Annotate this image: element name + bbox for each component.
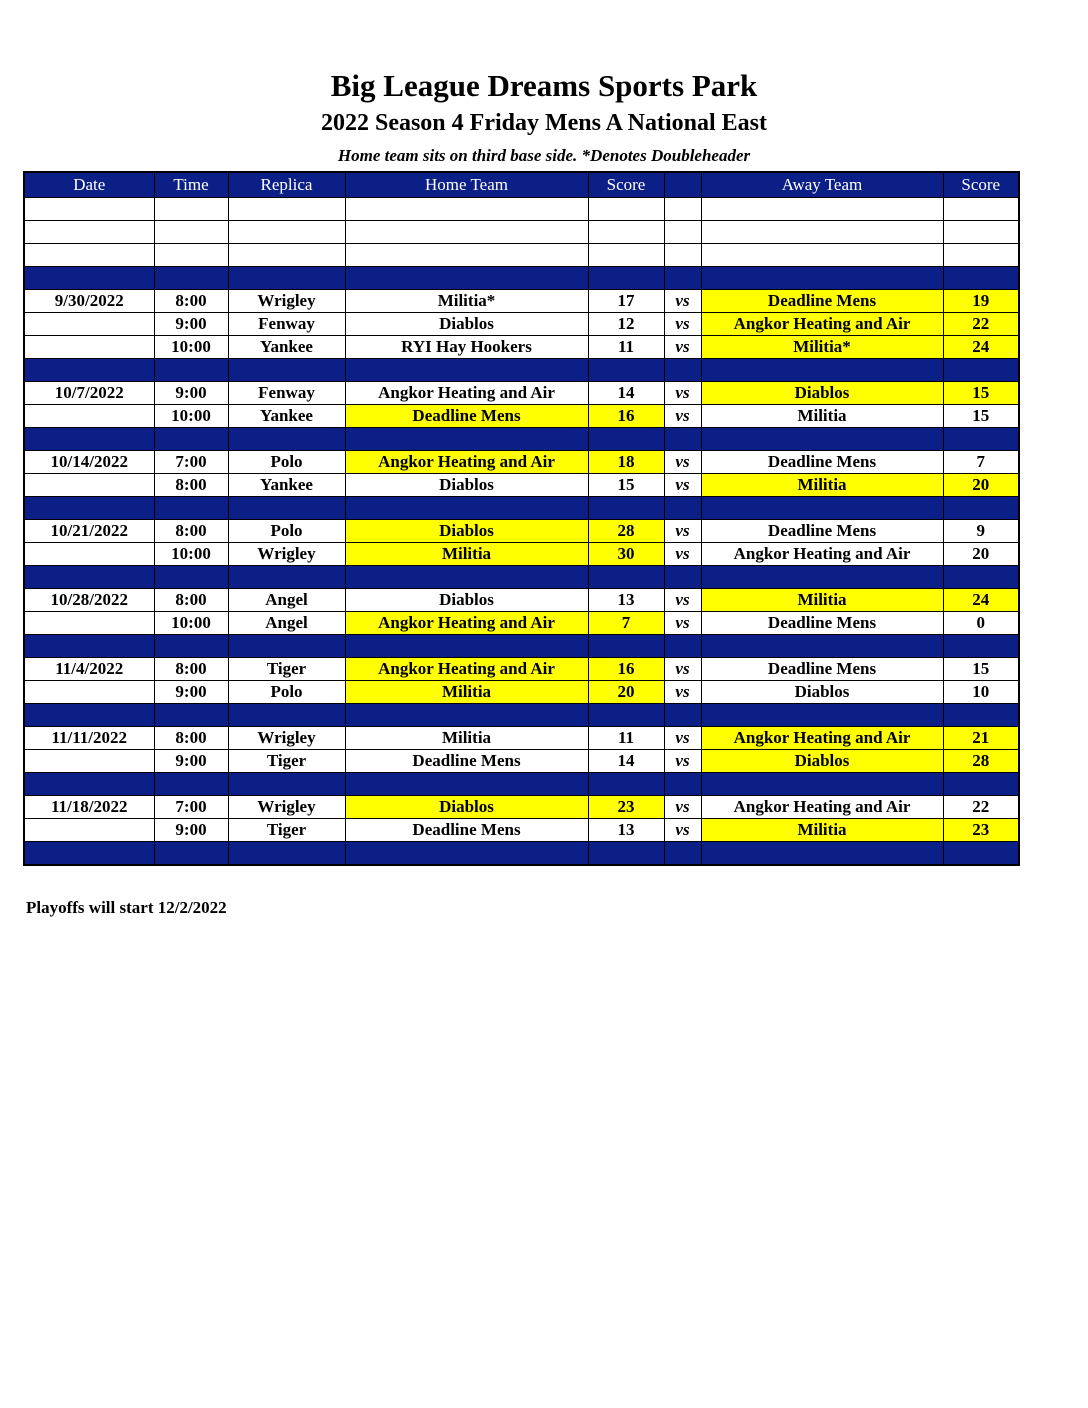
away-team-cell: Angkor Heating and Air [701,796,943,819]
col-header-vs [664,172,701,198]
separator-cell [154,566,228,589]
separator-row [24,428,1019,451]
separator-row [24,497,1019,520]
replica-cell: Fenway [228,313,345,336]
schedule-note: Home team sits on third base side. *Denotes Doubleheader [337,146,751,165]
schedule-table [23,171,1020,866]
date-cell: 11/18/2022 [24,796,154,819]
blank-cell [701,244,943,267]
away-team-cell: Deadline Mens [701,520,943,543]
home-team-cell: Militia* [345,290,588,313]
separator-cell [701,428,943,451]
away-team-cell: Militia [701,819,943,842]
blank-cell [701,221,943,244]
separator-cell [588,566,664,589]
away-team-cell: Militia* [701,336,943,359]
game-row [24,819,1019,842]
game-row [24,658,1019,681]
separator-cell [24,773,154,796]
separator-cell [588,773,664,796]
away-team-cell: Diablos [701,750,943,773]
vs-cell: vs [664,520,701,543]
away-team-cell: Militia [701,474,943,497]
vs-cell: vs [664,474,701,497]
time-cell: 8:00 [154,520,228,543]
home-score-cell: 12 [588,313,664,336]
home-score-cell: 23 [588,796,664,819]
date-cell: 11/4/2022 [24,658,154,681]
blank-cell [24,198,154,221]
blank-cell [24,244,154,267]
vs-cell: vs [664,796,701,819]
away-score-cell: 24 [943,336,1019,359]
separator-cell [154,359,228,382]
home-score-cell: 7 [588,612,664,635]
separator-cell [24,842,154,866]
separator-cell [701,773,943,796]
time-cell: 8:00 [154,589,228,612]
away-score-cell: 10 [943,681,1019,704]
separator-cell [701,267,943,290]
separator-row [24,704,1019,727]
away-score-cell: 21 [943,727,1019,750]
blank-cell [228,198,345,221]
separator-cell [701,359,943,382]
date-cell [24,313,154,336]
away-score-cell: 20 [943,543,1019,566]
time-cell: 7:00 [154,796,228,819]
separator-cell [701,704,943,727]
separator-cell [24,635,154,658]
date-cell: 9/30/2022 [24,290,154,313]
away-team-cell: Deadline Mens [701,658,943,681]
replica-cell: Yankee [228,474,345,497]
blank-cell [24,221,154,244]
separator-row [24,635,1019,658]
separator-cell [345,566,588,589]
time-cell: 8:00 [154,658,228,681]
separator-cell [943,635,1019,658]
col-header-time: Time [154,172,228,198]
home-team-cell: Diablos [345,589,588,612]
date-cell: 11/11/2022 [24,727,154,750]
away-score-cell: 15 [943,405,1019,428]
separator-cell [664,704,701,727]
separator-cell [24,428,154,451]
blank-cell [701,198,943,221]
season-subtitle: 2022 Season 4 Friday Mens A National East [320,110,768,136]
separator-cell [588,267,664,290]
away-score-cell: 24 [943,589,1019,612]
date-cell [24,750,154,773]
separator-cell [24,704,154,727]
replica-cell: Wrigley [228,727,345,750]
separator-cell [154,428,228,451]
blank-cell [588,244,664,267]
separator-cell [154,704,228,727]
home-team-cell: Angkor Heating and Air [345,382,588,405]
home-score-cell: 13 [588,589,664,612]
away-score-cell: 19 [943,290,1019,313]
separator-cell [345,773,588,796]
separator-cell [943,359,1019,382]
separator-cell [588,635,664,658]
away-score-cell: 20 [943,474,1019,497]
blank-cell [228,244,345,267]
game-row [24,405,1019,428]
game-row [24,451,1019,474]
game-row [24,290,1019,313]
home-team-cell: Militia [345,681,588,704]
separator-cell [154,773,228,796]
home-score-cell: 15 [588,474,664,497]
separator-cell [588,704,664,727]
home-score-cell: 14 [588,382,664,405]
game-row [24,336,1019,359]
date-cell: 10/14/2022 [24,451,154,474]
separator-cell [345,267,588,290]
date-cell [24,612,154,635]
separator-cell [228,267,345,290]
blank-cell [345,198,588,221]
vs-cell: vs [664,612,701,635]
time-cell: 9:00 [154,382,228,405]
replica-cell: Fenway [228,382,345,405]
time-cell: 9:00 [154,819,228,842]
replica-cell: Yankee [228,336,345,359]
separator-cell [24,497,154,520]
separator-cell [228,842,345,866]
away-score-cell: 15 [943,658,1019,681]
game-row [24,313,1019,336]
separator-cell [664,773,701,796]
away-score-cell: 0 [943,612,1019,635]
home-team-cell: Diablos [345,796,588,819]
schedule-body [24,198,1019,866]
separator-row [24,267,1019,290]
away-score-cell: 22 [943,796,1019,819]
time-cell: 9:00 [154,750,228,773]
blank-cell [943,244,1019,267]
vs-cell: vs [664,658,701,681]
separator-cell [701,497,943,520]
replica-cell: Angel [228,612,345,635]
time-cell: 8:00 [154,290,228,313]
replica-cell: Wrigley [228,796,345,819]
game-row [24,589,1019,612]
home-score-cell: 11 [588,727,664,750]
separator-cell [228,428,345,451]
col-header-away-team: Away Team [701,172,943,198]
away-team-cell: Angkor Heating and Air [701,727,943,750]
separator-cell [943,267,1019,290]
blank-cell [664,221,701,244]
vs-cell: vs [664,313,701,336]
vs-cell: vs [664,405,701,428]
away-score-cell: 23 [943,819,1019,842]
vs-cell: vs [664,681,701,704]
home-team-cell: Angkor Heating and Air [345,612,588,635]
replica-cell: Polo [228,681,345,704]
separator-cell [24,359,154,382]
date-cell [24,681,154,704]
col-header-home-team: Home Team [345,172,588,198]
blank-cell [154,198,228,221]
away-team-cell: Militia [701,589,943,612]
col-header-date: Date [24,172,154,198]
separator-cell [664,635,701,658]
separator-cell [943,497,1019,520]
replica-cell: Tiger [228,658,345,681]
separator-cell [588,359,664,382]
away-team-cell: Militia [701,405,943,428]
separator-cell [345,497,588,520]
away-score-cell: 9 [943,520,1019,543]
vs-cell: vs [664,382,701,405]
home-team-cell: RYI Hay Hookers [345,336,588,359]
separator-cell [345,359,588,382]
home-score-cell: 16 [588,405,664,428]
home-team-cell: Angkor Heating and Air [345,451,588,474]
vs-cell: vs [664,290,701,313]
home-team-cell: Diablos [345,474,588,497]
date-cell [24,336,154,359]
game-row [24,382,1019,405]
separator-cell [228,704,345,727]
replica-cell: Wrigley [228,543,345,566]
home-score-cell: 16 [588,658,664,681]
replica-cell: Polo [228,520,345,543]
replica-cell: Yankee [228,405,345,428]
away-team-cell: Deadline Mens [701,451,943,474]
time-cell: 10:00 [154,336,228,359]
date-cell: 10/28/2022 [24,589,154,612]
blank-cell [664,244,701,267]
game-row [24,474,1019,497]
separator-cell [345,428,588,451]
blank-cell [228,221,345,244]
blank-cell [664,198,701,221]
separator-cell [154,497,228,520]
home-team-cell: Angkor Heating and Air [345,658,588,681]
home-score-cell: 28 [588,520,664,543]
separator-cell [943,842,1019,866]
separator-cell [345,704,588,727]
time-cell: 8:00 [154,474,228,497]
date-cell [24,819,154,842]
home-score-cell: 17 [588,290,664,313]
away-team-cell: Diablos [701,382,943,405]
away-team-cell: Diablos [701,681,943,704]
vs-cell: vs [664,819,701,842]
away-team-cell: Deadline Mens [701,612,943,635]
home-team-cell: Diablos [345,313,588,336]
blank-cell [588,198,664,221]
vs-cell: vs [664,543,701,566]
blank-row [24,244,1019,267]
col-header-replica: Replica [228,172,345,198]
game-row [24,727,1019,750]
away-score-cell: 15 [943,382,1019,405]
replica-cell: Tiger [228,819,345,842]
game-row [24,681,1019,704]
game-row [24,796,1019,819]
date-cell [24,543,154,566]
time-cell: 7:00 [154,451,228,474]
home-team-cell: Diablos [345,520,588,543]
away-score-cell: 7 [943,451,1019,474]
playoffs-footnote: Playoffs will start 12/2/2022 [26,898,227,917]
separator-cell [345,842,588,866]
vs-cell: vs [664,727,701,750]
date-cell: 10/21/2022 [24,520,154,543]
separator-cell [588,428,664,451]
time-cell: 9:00 [154,313,228,336]
col-header-home-score: Score [588,172,664,198]
separator-cell [154,635,228,658]
separator-cell [943,566,1019,589]
away-score-cell: 22 [943,313,1019,336]
date-cell: 10/7/2022 [24,382,154,405]
home-team-cell: Deadline Mens [345,405,588,428]
separator-cell [228,359,345,382]
separator-cell [664,267,701,290]
separator-cell [664,428,701,451]
replica-cell: Polo [228,451,345,474]
home-team-cell: Militia [345,727,588,750]
separator-cell [228,773,345,796]
separator-cell [345,635,588,658]
time-cell: 9:00 [154,681,228,704]
separator-cell [701,566,943,589]
time-cell: 10:00 [154,612,228,635]
vs-cell: vs [664,451,701,474]
separator-cell [943,704,1019,727]
separator-row [24,773,1019,796]
separator-cell [154,267,228,290]
separator-cell [588,842,664,866]
separator-cell [701,635,943,658]
home-score-cell: 11 [588,336,664,359]
separator-cell [664,842,701,866]
separator-cell [154,842,228,866]
home-score-cell: 13 [588,819,664,842]
blank-cell [943,198,1019,221]
replica-cell: Angel [228,589,345,612]
game-row [24,543,1019,566]
col-header-away-score: Score [943,172,1019,198]
vs-cell: vs [664,589,701,612]
home-score-cell: 30 [588,543,664,566]
home-team-cell: Deadline Mens [345,750,588,773]
away-score-cell: 28 [943,750,1019,773]
blank-cell [154,221,228,244]
game-row [24,612,1019,635]
page-title: Big League Dreams Sports Park [330,68,758,103]
blank-cell [943,221,1019,244]
home-score-cell: 18 [588,451,664,474]
home-team-cell: Militia [345,543,588,566]
game-row [24,520,1019,543]
table-header-row [24,172,1019,198]
blank-cell [154,244,228,267]
separator-cell [228,566,345,589]
separator-cell [701,842,943,866]
separator-row [24,359,1019,382]
separator-cell [664,359,701,382]
date-cell [24,405,154,428]
separator-cell [943,773,1019,796]
separator-cell [664,497,701,520]
time-cell: 10:00 [154,543,228,566]
away-team-cell: Angkor Heating and Air [701,313,943,336]
home-score-cell: 14 [588,750,664,773]
time-cell: 10:00 [154,405,228,428]
blank-cell [345,244,588,267]
date-cell [24,474,154,497]
vs-cell: vs [664,336,701,359]
separator-cell [24,267,154,290]
separator-cell [228,635,345,658]
separator-cell [228,497,345,520]
home-team-cell: Deadline Mens [345,819,588,842]
blank-row [24,221,1019,244]
vs-cell: vs [664,750,701,773]
game-row [24,750,1019,773]
blank-cell [588,221,664,244]
home-score-cell: 20 [588,681,664,704]
separator-cell [943,428,1019,451]
blank-row [24,198,1019,221]
replica-cell: Wrigley [228,290,345,313]
time-cell: 8:00 [154,727,228,750]
separator-row [24,842,1019,866]
separator-cell [24,566,154,589]
separator-cell [664,566,701,589]
replica-cell: Tiger [228,750,345,773]
away-team-cell: Angkor Heating and Air [701,543,943,566]
away-team-cell: Deadline Mens [701,290,943,313]
separator-cell [588,497,664,520]
blank-cell [345,221,588,244]
separator-row [24,566,1019,589]
